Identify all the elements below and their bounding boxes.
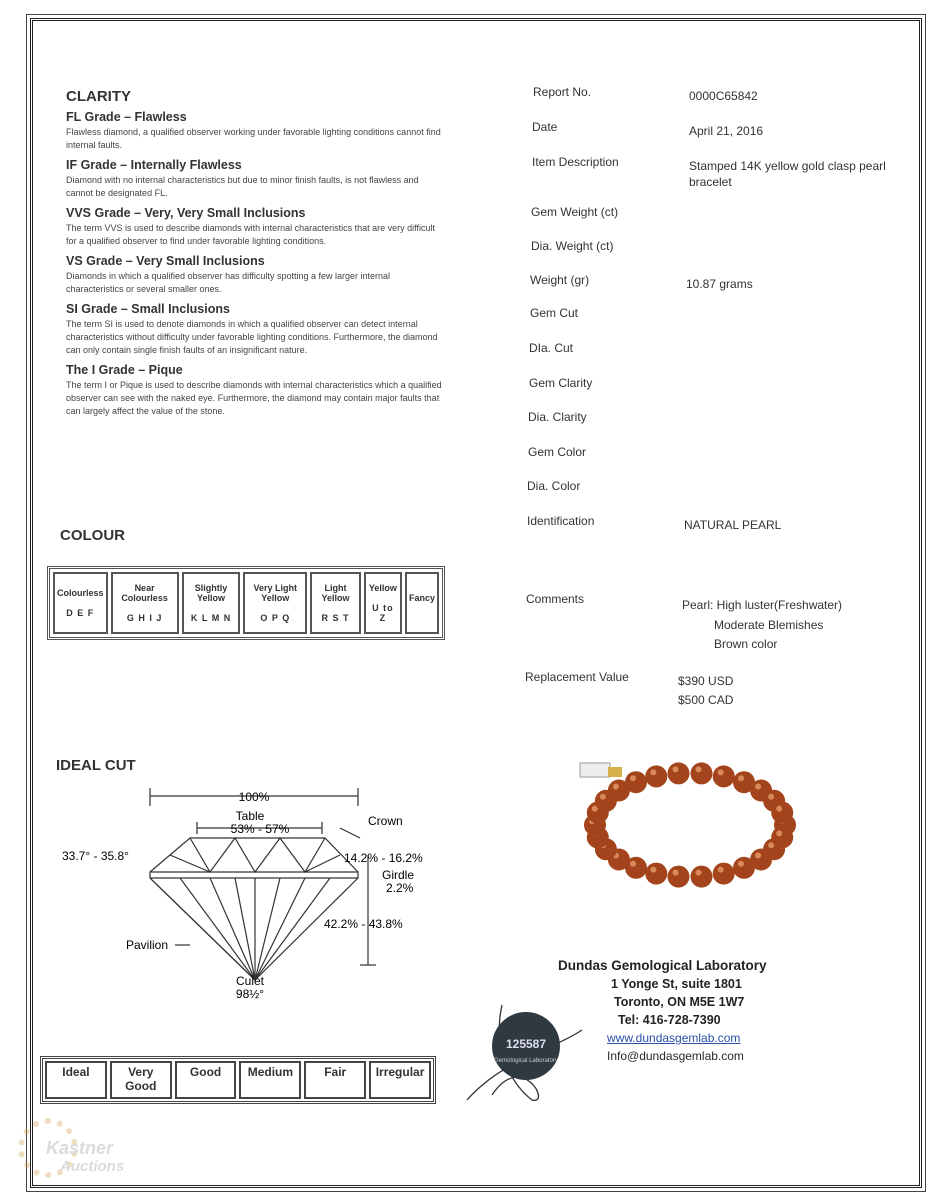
diamond-cut-diagram xyxy=(50,780,450,1010)
cut-grade-table xyxy=(40,1056,436,1104)
lab-address-2: Toronto, ON M5E 1W7 xyxy=(614,995,745,1009)
grade-description: The term I or Pique is used to describe diamonds with internal characteristics which a qualified observer can see with the naked eye. Furthermore, the diamond may contain major faults that can largely affect the value of the stone. xyxy=(66,380,442,416)
clarity-section xyxy=(66,88,446,418)
price-tag xyxy=(580,763,610,777)
seal-number: 125587 xyxy=(505,1037,547,1051)
lab-info xyxy=(558,958,798,1063)
grade-heading: SI Grade – Small Inclusions xyxy=(66,302,230,316)
pavilion-depth: 42.2% - 43.8% xyxy=(324,917,403,931)
pearl-bead xyxy=(733,857,755,879)
field-label: Dia. Clarity xyxy=(528,410,587,424)
grade-description: The term SI is used to denote diamonds in which a qualified observer can detect internal characteristics without difficulty under favorable lighting conditions. Furthermore, the diamond can only contain single finish faults of an insignificant nature. xyxy=(66,319,438,355)
table-label: Table xyxy=(235,809,265,823)
culet-label: Culet xyxy=(235,974,265,988)
bead-highlight xyxy=(696,870,702,876)
colour-name: Light Yellow xyxy=(321,583,350,603)
comments-value xyxy=(682,596,842,655)
clarity-grade xyxy=(66,254,446,296)
lab-website-link[interactable]: www.dundasgemlab.com xyxy=(607,1031,741,1045)
pearl-bead xyxy=(645,863,667,885)
colour-grade-cell xyxy=(310,572,361,634)
colour-grade-cell xyxy=(182,572,241,634)
grade-heading: FL Grade – Flawless xyxy=(66,110,187,124)
bead-highlight xyxy=(768,842,774,848)
kastner-auctions-watermark xyxy=(18,1118,138,1188)
lab-name: Dundas Gemological Laboratory xyxy=(558,958,767,973)
cut-grade-cell: Very Good xyxy=(110,1061,172,1099)
bead-highlight xyxy=(650,769,656,775)
table-range: 53% - 57% xyxy=(230,822,290,836)
field-label: Gem Clarity xyxy=(529,376,593,390)
cut-grade-cell: Ideal xyxy=(45,1061,107,1099)
bead-highlight xyxy=(718,769,724,775)
field-label: Date xyxy=(532,120,558,134)
colour-name: Near Colourless xyxy=(121,583,168,603)
bead-highlight xyxy=(755,784,761,790)
girdle-value: 2.2% xyxy=(386,881,414,895)
comment-line: Brown color xyxy=(714,637,778,651)
bead-highlight xyxy=(738,861,744,867)
colour-scale-table xyxy=(47,566,445,640)
field-label: Gem Color xyxy=(528,445,587,459)
cut-grade-cell: Good xyxy=(175,1061,237,1099)
colour-letters: O P Q xyxy=(260,613,291,623)
colour-name: Colourless xyxy=(57,588,104,598)
watermark-text: Auctions xyxy=(60,1158,125,1175)
replacement-value-label: Replacement Value xyxy=(525,670,629,684)
field-label: Item Description xyxy=(532,155,619,169)
bead-highlight xyxy=(755,853,761,859)
field-label: Gem Weight (ct) xyxy=(531,205,619,219)
grade-heading: VVS Grade – Very, Very Small Inclusions xyxy=(66,206,306,220)
field-value: Stamped 14K yellow gold clasp pearl bracelet xyxy=(689,159,886,189)
culet-value: 98½° xyxy=(235,987,265,1001)
replacement-cad: $500 CAD xyxy=(678,693,734,707)
bead-highlight xyxy=(630,775,636,781)
field-label: DIa. Cut xyxy=(529,341,574,355)
colour-name: Very Light Yellow xyxy=(253,583,298,603)
colour-letters: R S T xyxy=(321,613,350,623)
bead-highlight xyxy=(738,775,744,781)
colour-grade-cell xyxy=(53,572,108,634)
bead-highlight xyxy=(630,861,636,867)
field-label: Weight (gr) xyxy=(530,273,590,287)
clarity-grade xyxy=(66,302,446,357)
grade-heading: The I Grade – Pique xyxy=(66,363,183,377)
signature-and-seal xyxy=(462,990,592,1110)
cut-grade-cell: Medium xyxy=(239,1061,301,1099)
grade-description: Diamond with no internal characteristics but due to minor finish faults, is not flawless and cannot be designated FL. xyxy=(66,175,419,198)
pearl-bead xyxy=(668,762,690,784)
crown-angle: 33.7° - 35.8° xyxy=(62,849,129,863)
bead-highlight xyxy=(776,806,782,812)
colour-grade-cell xyxy=(243,572,307,634)
colour-grade-cell xyxy=(405,572,439,634)
lab-email: Info@dundasgemlab.com xyxy=(607,1049,744,1063)
pearl-bead xyxy=(625,771,647,793)
bead-highlight xyxy=(600,794,606,800)
colour-grade-cell xyxy=(364,572,402,634)
pavilion-label: Pavilion xyxy=(126,938,169,952)
bead-highlight xyxy=(650,867,656,873)
comment-line: Moderate Blemishes xyxy=(714,617,824,632)
replacement-usd: $390 USD xyxy=(678,674,734,688)
colour-title: COLOUR xyxy=(60,527,125,544)
grade-description: The term VVS is used to describe diamonds with internal characteristics that are very difficult for a qualified observer to find under favorable lighting conditions. xyxy=(66,223,435,246)
pearl-bracelet-photo xyxy=(570,755,810,895)
pearl-bead xyxy=(713,863,735,885)
girdle-label: Girdle xyxy=(382,868,415,882)
colour-letters: D E F xyxy=(66,608,95,618)
field-value: NATURAL PEARL xyxy=(684,518,782,532)
comment-line: Pearl: High luster(Freshwater) xyxy=(682,598,843,612)
colour-grade-cell xyxy=(111,572,179,634)
field-value: April 21, 2016 xyxy=(689,124,764,138)
grade-description: Flawless diamond, a qualified observer working under favorable lighting conditions cannot find internal faults. xyxy=(66,127,441,150)
ideal-cut-title: IDEAL CUT xyxy=(56,757,136,774)
field-label: Report No. xyxy=(533,85,592,99)
clarity-grade xyxy=(66,110,446,152)
clarity-grade xyxy=(66,158,446,200)
bead-highlight xyxy=(718,867,724,873)
colour-letters: U to Z xyxy=(372,603,394,623)
crown-label: Crown xyxy=(368,814,403,828)
field-label: Gem Cut xyxy=(530,306,579,320)
bead-highlight xyxy=(768,794,774,800)
field-label: Identification xyxy=(527,514,595,528)
lab-address-1: 1 Yonge St, suite 1801 xyxy=(611,977,742,991)
seal-text: Gemological Laboratory xyxy=(494,1058,558,1064)
grade-heading: IF Grade – Internally Flawless xyxy=(66,158,242,172)
grade-heading: VS Grade – Very Small Inclusions xyxy=(66,254,265,268)
gold-clasp xyxy=(608,767,622,777)
clarity-title: CLARITY xyxy=(66,88,131,105)
clarity-grade xyxy=(66,206,446,248)
clarity-grade xyxy=(66,363,446,418)
bead-highlight xyxy=(696,766,702,772)
pearl-bead xyxy=(691,866,713,888)
field-label: Dia. Weight (ct) xyxy=(531,239,614,253)
field-value: 0000C65842 xyxy=(689,89,758,103)
lab-phone: Tel: 416-728-7390 xyxy=(618,1013,721,1027)
colour-letters: G H I J xyxy=(126,613,163,623)
total-width-label: 100% xyxy=(238,790,270,804)
replacement-value xyxy=(678,672,733,710)
grade-description: Diamonds in which a qualified observer has difficulty spotting a few larger internal characteristics or several smaller ones. xyxy=(66,271,391,294)
colour-name: Slightly Yellow xyxy=(194,583,228,603)
comments-label: Comments xyxy=(526,592,585,606)
field-value: 10.87 grams xyxy=(686,277,753,291)
pearl-bead xyxy=(668,866,690,888)
field-label: Dia. Color xyxy=(527,479,581,493)
bead-highlight xyxy=(776,830,782,836)
bead-highlight xyxy=(673,766,679,772)
watermark-text: Kastner xyxy=(46,1138,114,1158)
colour-letters: K L M N xyxy=(190,613,232,623)
crown-height: 14.2% - 16.2% xyxy=(344,851,423,865)
pearl-bead xyxy=(645,765,667,787)
pearl-bead xyxy=(691,762,713,784)
bead-highlight xyxy=(613,784,619,790)
cut-grade-cell: Fair xyxy=(304,1061,366,1099)
bead-highlight xyxy=(673,870,679,876)
cut-grade-cell: Irregular xyxy=(369,1061,431,1099)
pearl-bead xyxy=(713,765,735,787)
colour-name: Fancy xyxy=(408,593,435,603)
colour-name: Yellow xyxy=(368,583,397,593)
pearl-bead xyxy=(771,802,793,824)
